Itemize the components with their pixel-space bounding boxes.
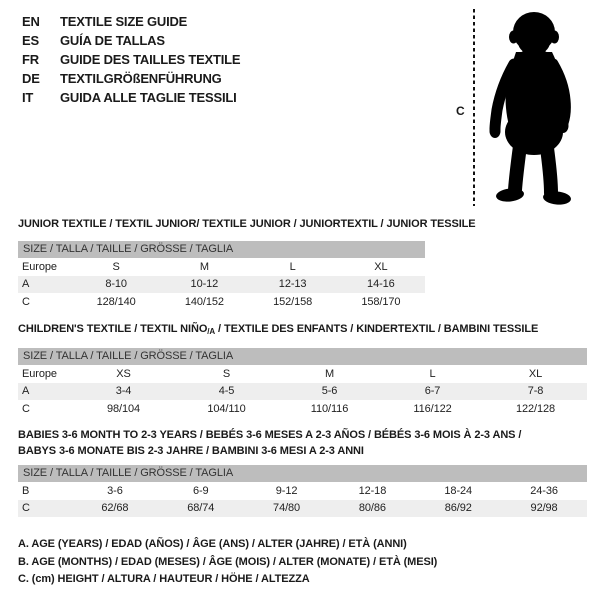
children-textile-section <box>18 323 587 418</box>
lang-code: DE <box>22 71 40 86</box>
table-cell: XL <box>528 367 543 380</box>
lang-code: ES <box>22 33 39 48</box>
height-dashed-line <box>473 9 475 206</box>
table-cell: XL <box>374 260 388 273</box>
table-cell: 12-13 <box>278 278 307 291</box>
table-cell: M <box>324 367 335 380</box>
table-cell: 92/98 <box>530 502 558 515</box>
table-cell: 12-18 <box>358 484 387 497</box>
row-label: C <box>22 402 30 415</box>
table-row <box>18 365 587 383</box>
title-subscript: /A <box>207 327 216 336</box>
table-row <box>18 293 425 311</box>
children-size-table <box>18 365 587 418</box>
table-cell: 6-7 <box>424 385 441 398</box>
lang-row-it <box>22 88 240 107</box>
table-cell: XS <box>116 367 131 380</box>
table-cell: 128/140 <box>96 295 136 308</box>
row-label: B <box>22 484 30 497</box>
table-title: JUNIOR TEXTILE / TEXTIL JUNIOR/ TEXTILE JUNIOR / JUNIORTEXTIL / JUNIOR TESSILE <box>18 218 476 230</box>
table-cell: 122/128 <box>515 402 556 415</box>
table-cell: M <box>199 260 209 273</box>
table-cell: 140/152 <box>184 295 224 308</box>
table-cell: 158/170 <box>361 295 401 308</box>
table-cell: 74/80 <box>273 502 301 515</box>
table-row <box>18 482 587 500</box>
table-cell: 110/116 <box>310 402 349 415</box>
lang-label: TEXTILGRÖßENFÜHRUNG <box>60 71 222 86</box>
lang-code: EN <box>22 14 40 29</box>
row-label: Europe <box>22 367 57 380</box>
table-cell: 98/104 <box>106 402 141 415</box>
table-cell: S <box>112 260 120 273</box>
table-title: CHILDREN'S TEXTILE / TEXTIL NIÑO/A / TEXTILE DES ENFANTS / KINDERTEXTIL / BAMBINI TESSILE <box>18 323 539 336</box>
table-cell: 14-16 <box>367 278 395 291</box>
height-measure-label: C <box>456 104 465 118</box>
lang-row-de <box>22 69 240 88</box>
junior-size-table <box>18 258 425 311</box>
lang-label: TEXTILE SIZE GUIDE <box>60 14 188 29</box>
table-row <box>18 500 587 518</box>
table-cell: 104/110 <box>207 402 246 415</box>
junior-textile-section <box>18 218 476 311</box>
lang-row-en <box>22 12 240 31</box>
lang-label: GUIDE DES TAILLES TEXTILE <box>60 52 241 67</box>
table-row <box>18 383 587 401</box>
table-cell: 10-12 <box>190 278 219 291</box>
table-cell: 3-6 <box>107 484 123 497</box>
table-cell: L <box>429 367 436 380</box>
table-cell: 5-6 <box>321 385 338 398</box>
row-label: C <box>22 502 30 515</box>
table-cell: 116/122 <box>413 402 452 415</box>
table-cell: 24-36 <box>530 484 558 497</box>
table-cell: 3-4 <box>115 385 132 398</box>
lang-label: GUÍA DE TALLAS <box>60 33 165 48</box>
lang-code: FR <box>22 52 39 67</box>
size-header-bar: SIZE / TALLA / TAILLE / GRÖSSE / TAGLIA <box>18 465 587 482</box>
lang-row-es <box>22 31 240 50</box>
footnote-c: C. (cm) HEIGHT / ALTURA / HAUTEUR / HÖHE / ALTEZZA <box>18 573 310 585</box>
table-cell: L <box>289 260 296 273</box>
row-label: Europe <box>22 260 57 273</box>
table-cell: 6-9 <box>192 484 209 497</box>
row-label: A <box>22 278 30 291</box>
size-header-bar: SIZE / TALLA / TAILLE / GRÖSSE / TAGLIA <box>18 241 425 258</box>
table-cell: 9-12 <box>275 484 298 497</box>
footnotes <box>18 536 437 589</box>
babies-textile-section <box>18 427 587 517</box>
row-label: C <box>22 295 30 308</box>
table-cell: 86/92 <box>444 502 472 515</box>
height-figure <box>450 0 600 215</box>
lang-label: GUIDA ALLE TAGLIE TESSILI <box>60 90 237 105</box>
table-cell: 68/74 <box>187 502 215 515</box>
row-label: A <box>22 385 30 398</box>
table-cell: 152/158 <box>273 295 313 308</box>
table-cell: 7-8 <box>527 385 544 398</box>
table-cell: 80/86 <box>358 502 386 515</box>
babies-size-table <box>18 482 587 517</box>
table-title <box>18 427 587 459</box>
table-title-line2: BABYS 3-6 MONATE BIS 2-3 JAHRE / BAMBINI 3-6 MESI A 2-3 ANNI <box>18 445 364 457</box>
lang-code: IT <box>22 90 34 105</box>
language-header <box>22 12 240 107</box>
table-cell: 62/68 <box>101 502 129 515</box>
table-row <box>18 400 587 418</box>
table-title-line1: BABIES 3-6 MONTH TO 2-3 YEARS / BEBÉS 3-6 MESES A 2-3 AÑOS / BÉBÉS 3-6 MOIS À 2-3 ANS / <box>18 429 522 441</box>
table-row <box>18 276 425 294</box>
lang-row-fr <box>22 50 240 69</box>
footnote-a: A. AGE (YEARS) / EDAD (AÑOS) / ÂGE (ANS) / ALTER (JAHRE) / ETÀ (ANNI) <box>18 538 407 550</box>
table-cell: S <box>222 367 231 380</box>
table-cell: 8-10 <box>105 278 127 291</box>
table-row <box>18 258 425 276</box>
size-header-bar: SIZE / TALLA / TAILLE / GRÖSSE / TAGLIA <box>18 348 587 365</box>
table-cell: 4-5 <box>218 385 235 398</box>
footnote-b: B. AGE (MONTHS) / EDAD (MESES) / ÂGE (MOIS) / ALTER (MONATE) / ETÀ (MESI) <box>18 555 438 568</box>
baby-silhouette-image <box>480 7 592 207</box>
table-cell: 18-24 <box>444 484 473 497</box>
